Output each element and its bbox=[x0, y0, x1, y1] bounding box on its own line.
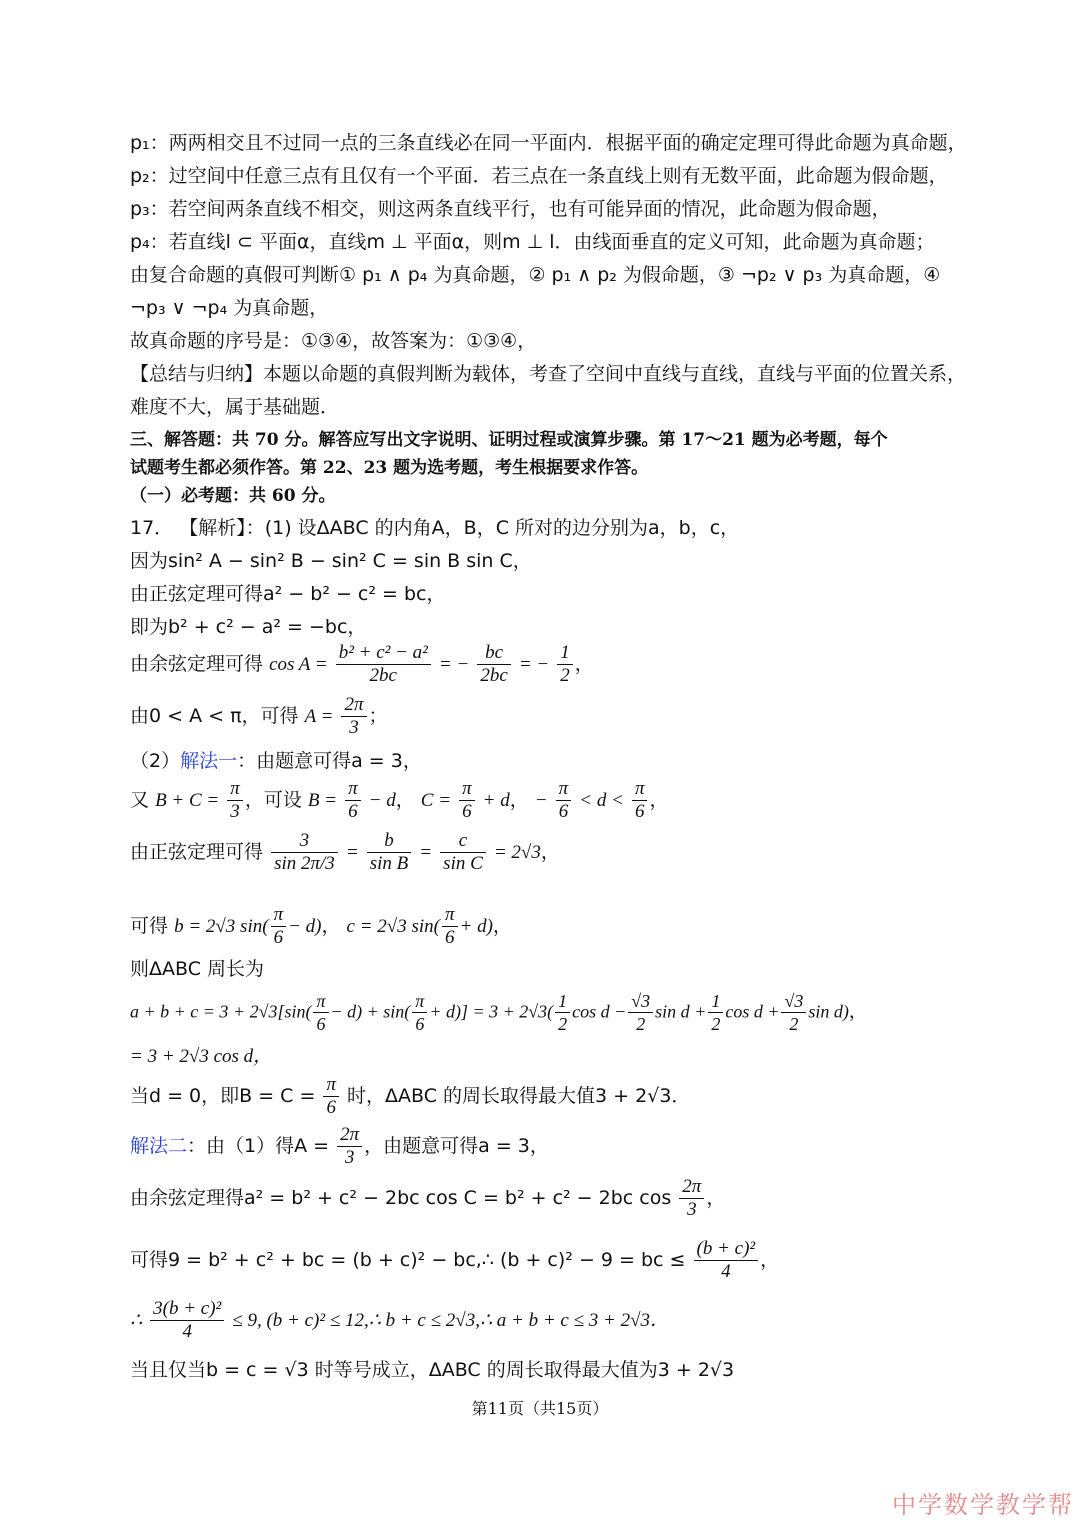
fraction: $\frac{1}{2}$ bbox=[708, 990, 723, 1035]
answer-line: 故真命题的序号是：①③④，故答案为：①③④， bbox=[130, 330, 537, 352]
fraction: $\frac{1}{2}$ bbox=[555, 990, 570, 1035]
part2-method1-line bbox=[130, 748, 960, 774]
fraction: $\frac{\pi}{6}$ bbox=[313, 990, 328, 1035]
method2-line bbox=[130, 1124, 960, 1169]
fraction: $\frac{\text{3(b + c)²}}{4}$ bbox=[150, 1298, 224, 1343]
b-plus-c-line: 又 B + C = $\frac{\pi}{3}$ ，可设 B = $\frac{\pi}{6}$ − d， C = $\frac{\pi}{6}$ + d， − $\frac{\pi}{6}$ < d < $\frac{\pi}{6}$ ， bbox=[130, 778, 669, 822]
fraction: $\frac{\text{(b + c)²}}{4}$ bbox=[694, 1238, 759, 1283]
cos-law-2-text: 由余弦定理得a² = b² + c² − 2bc cos C = b² + c² − 2bc cos bbox=[130, 1187, 672, 1209]
you-label: 又 bbox=[130, 789, 150, 811]
fraction: $\frac{b}{\text{sin B}}$ bbox=[367, 830, 412, 875]
b-c-expression-line: 可得 b = 2√3 sin( $\frac{\pi}{6}$ − d)， c = 2√3 sin( $\frac{\pi}{6}$ + d)， bbox=[130, 904, 512, 948]
required-section-heading: （一）必考题：共 60 分。 bbox=[130, 486, 336, 506]
max-suffix: 时，ΔABC 的周长取得最大值3 + 2√3． bbox=[347, 1085, 691, 1107]
cos-law-2-line: 由余弦定理得a² = b² + c² − 2bc cos C = b² + c² − 2bc cos $\frac{2\pi}{3}$ ， bbox=[130, 1176, 726, 1220]
method2-rest-a: ：由（1）得A = bbox=[187, 1135, 330, 1157]
summary-line-2: 难度不大，属于基础题． bbox=[130, 396, 340, 418]
fraction: $\frac{1}{2}$ bbox=[557, 642, 573, 687]
fraction: $\frac{\pi}{6}$ bbox=[345, 778, 361, 823]
fraction: $\frac{\pi}{6}$ bbox=[556, 778, 572, 823]
fraction: $\frac{\pi}{6}$ bbox=[632, 778, 648, 823]
fraction: $\frac{\text{b² + c² − a²}}{2bc}$ bbox=[336, 642, 431, 687]
fraction: $\frac{\pi}{6}$ bbox=[412, 990, 427, 1035]
p1-line: p₁：两两相交且不过同一点的三条直线必在同一平面内．根据平面的确定定理可得此命题为真命题， bbox=[130, 132, 967, 154]
max-value-line-1 bbox=[130, 1074, 960, 1119]
q17-line-2: 因为sin² A − sin² B − sin² C = sin B sin C， bbox=[130, 550, 532, 572]
p2-line: p₂：过空间中任意三点有且仅有一个平面．若三点在一条直线上则有无数平面，此命题为假命题， bbox=[130, 165, 948, 187]
inequality-line: 可得9 = b² + c² + bc = (b + c)² − bc,∴ (b + c)² − 9 = bc ≤ $\frac{\text{(b + c)²}}{4}$ ， bbox=[130, 1238, 780, 1282]
sine-law-line: 由正弦定理可得 $\frac{3}{\sin 2\pi/3}$ = $\frac{b}{\text{sin B}}$ = $\frac{c}{\text{sin C}}$ = 2√3， bbox=[130, 830, 560, 874]
fraction: $\frac{2\pi}{3}$ bbox=[679, 1176, 704, 1221]
max-prefix: 当d = 0，即B = C = bbox=[130, 1085, 316, 1107]
inequality-text: 可得9 = b² + c² + bc = (b + c)² − bc,∴ (b + c)² − 9 = bc ≤ bbox=[130, 1249, 686, 1271]
method1-rest: ：由题意可得a = 3， bbox=[237, 750, 422, 772]
fraction: $\frac{\pi}{3}$ bbox=[227, 778, 243, 823]
section-three-heading-cont: 试题考生都必须作答。第 22、23 题为选考题，考生根据要求作答。 bbox=[130, 458, 649, 478]
p3-line: p₃：若空间两条直线不相交，则这两条直线平行，也有可能异面的情况，此命题为假命题， bbox=[130, 198, 891, 220]
perimeter-simplified-line: = 3 + 2√3 cos d， bbox=[130, 1046, 273, 1067]
therefore-text: ≤ 9, (b + c)² ≤ 12,∴ b + c ≤ 2√3,∴ a + b + c ≤ 3 + 2√3． bbox=[232, 1310, 670, 1331]
compound-line-2: ¬p₃ ∨ ¬p₄ 为真命题， bbox=[130, 297, 329, 319]
perimeter-label-line: 则ΔABC 周长为 bbox=[130, 958, 265, 980]
sine-law-prefix: 由正弦定理可得 bbox=[130, 841, 264, 863]
b-eq-prefix: 可得 bbox=[130, 915, 169, 937]
fraction: $\frac{2\pi}{3}$ bbox=[341, 694, 366, 739]
fraction: $\frac{\pi}{6}$ bbox=[271, 904, 287, 949]
p4-line: p₄：若直线l ⊂ 平面α，直线m ⊥ 平面α，则m ⊥ l．由线面垂直的定义可知，此命题为真命题； bbox=[130, 231, 935, 253]
method2-rest-b: ，由题意可得a = 3， bbox=[364, 1135, 549, 1157]
q17-line-3: 由正弦定理可得a² − b² − c² = bc， bbox=[130, 583, 446, 605]
section-three-heading: 三、解答题：共 70 分。解答应写出文字说明、证明过程或演算步骤。第 17～21 题为必考题，每个 bbox=[130, 430, 888, 450]
part2-label: （2） bbox=[130, 750, 181, 772]
method1-label: 解法一 bbox=[180, 750, 238, 772]
cos-law-line: 由余弦定理可得 cos A = $\frac{\text{b² + c² − a²}}{2bc}$ = − $\frac{bc}{2bc}$ = − $\frac{1}{2}$ ， bbox=[130, 642, 594, 686]
perimeter-expansion-line: a + b + c = 3 + 2√3[sin( $\frac{\pi}{6}$ − d) + sin( $\frac{\pi}{6}$ + d)] = 3 + 2√3( $\frac{1}{2}$ cos d − $\frac{√3}{2}$ sin d + $\frac{1}{2}$ cos d + $\frac{√3}{2}$ sin d)， bbox=[130, 991, 867, 1034]
fraction: $\frac{\pi}{6}$ bbox=[442, 904, 458, 949]
angle-a-prefix: 由0 < A < π，可得 bbox=[130, 705, 299, 727]
summary-line-1: 【总结与归纳】本题以命题的真假判断为载体，考查了空间中直线与直线，直线与平面的位置关系， bbox=[130, 363, 967, 385]
fraction: $\frac{√3}{2}$ bbox=[628, 990, 653, 1035]
fraction: $\frac{bc}{2bc}$ bbox=[477, 642, 510, 687]
fraction: $\frac{3}{\sin 2\pi/3}$ bbox=[271, 830, 338, 875]
compound-line-1: 由复合命题的真假可判断① p₁ ∧ p₄ 为真命题，② p₁ ∧ p₂ 为假命题，③ ¬p₂ ∨ p₃ 为真命题，④ bbox=[130, 264, 941, 286]
fraction: $\frac{\pi}{6}$ bbox=[323, 1074, 339, 1119]
therefore-line: ∴ $\frac{\text{3(b + c)²}}{4}$ ≤ 9, (b + c)² ≤ 12,∴ b + c ≤ 2√3,∴ a + b + c ≤ 3 + 2√3． bbox=[130, 1298, 670, 1342]
cos-law-prefix: 由余弦定理可得 bbox=[130, 653, 264, 675]
page-footer: 第11页（共15页） bbox=[471, 1399, 609, 1418]
fraction: $\frac{\pi}{6}$ bbox=[459, 778, 475, 823]
method2-label: 解法二 bbox=[130, 1135, 188, 1157]
fraction: $\frac{c}{\text{sin C}}$ bbox=[440, 830, 486, 875]
q17-intro: 17． 【解析】：(1) 设ΔABC 的内角A，B，C 所对的边分别为a，b，c， bbox=[130, 517, 740, 539]
fraction: $\frac{√3}{2}$ bbox=[781, 990, 806, 1035]
final-line: 当且仅当b = c = √3 时等号成立，ΔABC 的周长取得最大值为3 + 2√3 bbox=[130, 1359, 735, 1381]
watermark: 中学数学教学帮 bbox=[892, 1491, 1074, 1519]
fraction: $\frac{2\pi}{3}$ bbox=[337, 1124, 362, 1169]
q17-line-4: 即为b² + c² − a² = −bc， bbox=[130, 616, 367, 638]
angle-a-line: 由0 < A < π，可得 A = $\frac{2\pi}{3}$ ； bbox=[130, 694, 388, 738]
